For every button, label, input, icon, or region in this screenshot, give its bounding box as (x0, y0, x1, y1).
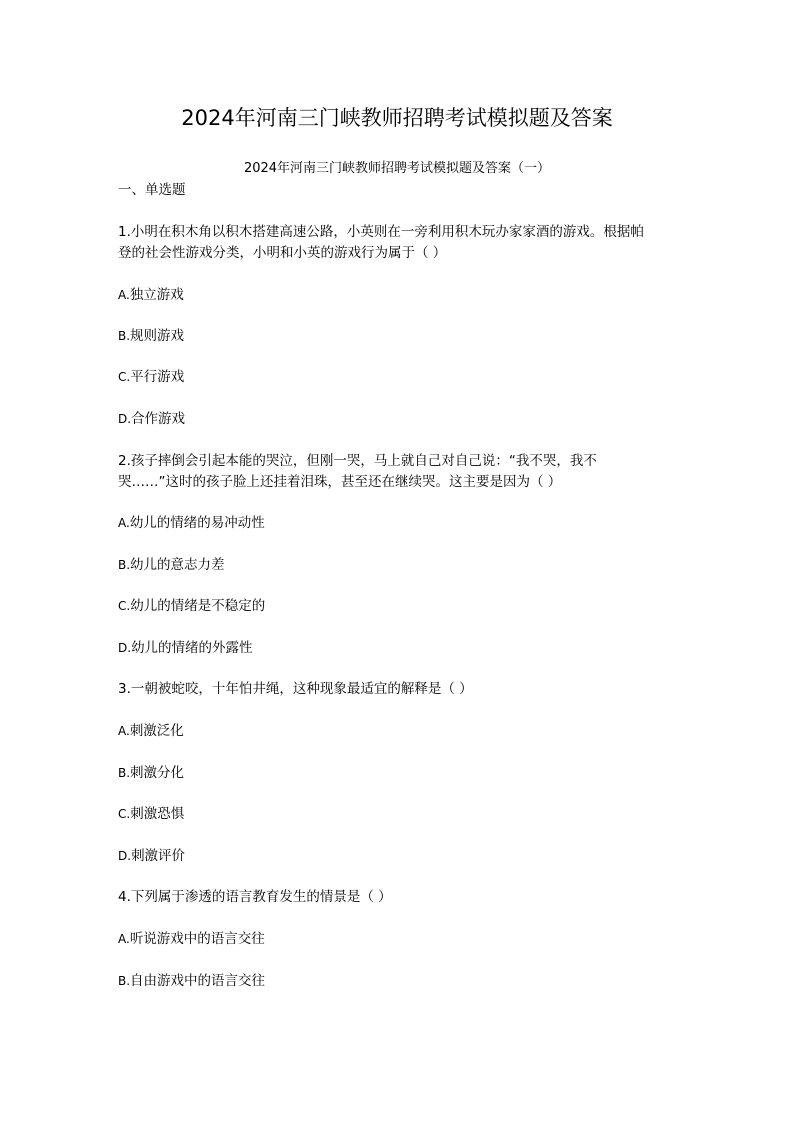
question-3-option-d (118, 845, 185, 867)
option-letter: A. (118, 516, 130, 530)
question-2-option-a (118, 512, 265, 534)
question-2-option-b (118, 554, 225, 576)
option-text: 幼儿的意志力差 (130, 557, 225, 573)
question-1-line-1: 1.小明在积木角以积木搭建高速公路，小英则在一旁利用积木玩办家家酒的游戏。根据帕 (118, 224, 644, 240)
question-2-line-2: 哭……”这时的孩子脸上还挂着泪珠，甚至还在继续哭。这主要是因为（ ） (118, 474, 562, 490)
question-2-option-c (118, 595, 265, 617)
section-heading: 一、单选题 (118, 182, 186, 198)
question-1-option-b (118, 325, 184, 347)
option-text: 平行游戏 (130, 369, 185, 385)
option-text: 幼儿的情绪的外露性 (131, 640, 253, 656)
question-1-option-d (118, 408, 185, 430)
option-letter: A. (118, 724, 130, 738)
question-3-line-1: 3.一朝被蛇咬，十年怕井绳，这种现象最适宜的解释是（ ） (118, 681, 473, 697)
option-letter: C. (118, 370, 131, 384)
question-1-option-a (118, 284, 184, 306)
option-letter: D. (118, 412, 132, 426)
question-4-option-a (118, 928, 265, 950)
option-letter: B. (118, 329, 131, 343)
document-subtitle: 2024年河南三门峡教师招聘考试模拟题及答案（一） (243, 161, 551, 176)
option-text: 幼儿的情绪是不稳定的 (130, 598, 266, 614)
option-text: 独立游戏 (129, 287, 184, 303)
option-text: 听说游戏中的语言交往 (129, 931, 265, 947)
option-text: 刺激恐惧 (130, 806, 185, 822)
document-title: 2024年河南三门峡教师招聘考试模拟题及答案 (181, 106, 613, 130)
option-letter: C. (118, 807, 131, 821)
option-letter: B. (118, 766, 131, 780)
question-3-option-a (118, 720, 184, 742)
option-letter: C. (118, 599, 131, 613)
option-letter: B. (118, 974, 131, 988)
option-letter: A. (118, 288, 130, 302)
option-text: 规则游戏 (130, 328, 185, 344)
question-1-line-2: 登的社会性游戏分类，小明和小英的游戏行为属于（ ） (118, 245, 447, 261)
question-4-option-b (118, 970, 265, 992)
option-text: 合作游戏 (131, 411, 186, 427)
question-2-line-1: 2.孩子摔倒会引起本能的哭泣，但刚一哭，马上就自己对自己说：“我不哭，我不 (118, 453, 597, 469)
question-2-option-d (118, 637, 253, 659)
question-1-option-c (118, 366, 184, 388)
option-letter: B. (118, 558, 131, 572)
option-text: 幼儿的情绪的易冲动性 (129, 515, 265, 531)
option-letter: D. (118, 641, 132, 655)
question-3-option-b (118, 762, 184, 784)
option-text: 刺激评价 (131, 848, 186, 864)
option-text: 刺激分化 (130, 765, 185, 781)
option-letter: A. (118, 932, 130, 946)
question-3-option-c (118, 803, 184, 825)
option-text: 自由游戏中的语言交往 (130, 973, 266, 989)
option-letter: D. (118, 849, 132, 863)
question-4-line-1: 4.下列属于渗透的语言教育发生的情景是（ ） (118, 889, 392, 905)
option-text: 刺激泛化 (129, 723, 184, 739)
